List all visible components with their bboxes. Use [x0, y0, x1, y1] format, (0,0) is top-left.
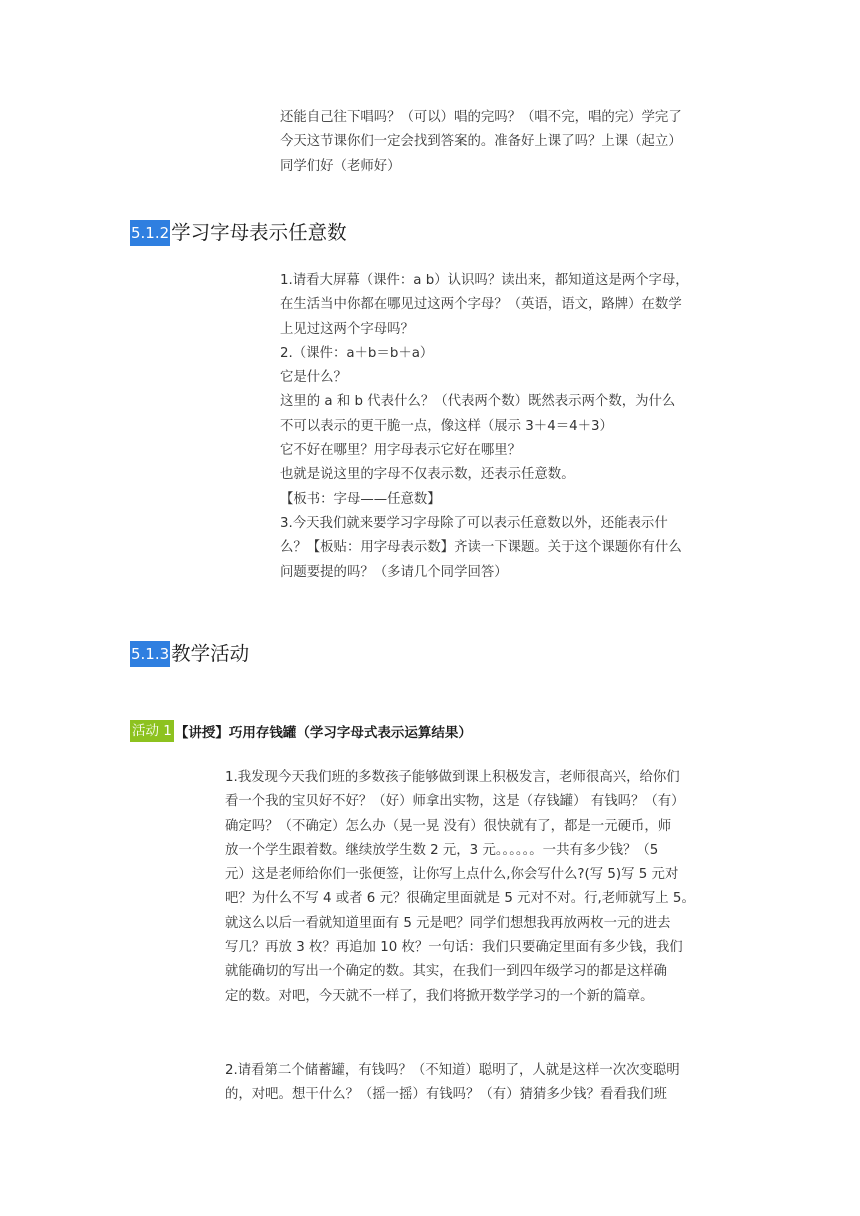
text-line: 问题要提的吗？（多请几个同学回答） [280, 564, 508, 580]
activity-1-paragraph-2 [225, 1059, 745, 1108]
section-heading-5-1-2 [130, 220, 347, 246]
intro-paragraph [280, 106, 740, 179]
text-line: 定的数。对吧，今天就不一样了，我们将掀开数学学习的一个新的篇章。 [225, 988, 654, 1004]
activity-1-paragraph-1 [225, 766, 745, 1009]
section-heading-5-1-3 [130, 641, 249, 667]
text-line: 也就是说这里的字母不仅表示数，还表示任意数。 [280, 467, 575, 483]
text-line: 么？【板贴：用字母表示数】齐读一下课题。关于这个课题你有什么 [280, 540, 682, 556]
text-line: 在生活当中你都在哪见过这两个字母？（英语，语文，路牌）在数学 [280, 297, 682, 313]
text-line: 2.请看第二个储蓄罐，有钱吗？（不知道）聪明了，人就是这样一次次变聪明 [225, 1063, 680, 1078]
text-line: 放一个学生跟着数。继续放学生数 2 元，3 元。。。。。。一共有多少钱？（5 [225, 842, 659, 858]
text-line: 就这么以后一看就知道里面有 5 元是吧？同学们想想我再放两枚一元的进去 [225, 915, 671, 931]
text-line: 看一个我的宝贝好不好？（好）师拿出实物，这是（存钱罐） 有钱吗？（有） [225, 794, 685, 810]
text-line: 3.今天我们就来要学习字母除了可以表示任意数以外，还能表示什 [280, 515, 668, 531]
text-line: 1.请看大屏幕（课件：a b）认识吗？读出来，都知道这是两个字母， [280, 273, 689, 288]
activity-badge: 活动 1 [130, 720, 174, 742]
text-line: 1.我发现今天我们班的多数孩子能够做到课上积极发言，老师很高兴，给你们 [225, 770, 680, 785]
text-line: 元）这是老师给你们一张便签，让你写上点什么,你会写什么?(写 5)写 5 元对 [225, 867, 679, 883]
activity-title: 【讲授】巧用存钱罐（学习字母式表示运算结果） [174, 725, 472, 741]
section-number-badge: 5.1.3 [130, 641, 170, 667]
text-line: 就能确切的写出一个确定的数。其实，在我们一到四年级学习的都是这样确 [225, 964, 667, 980]
text-line: 吧？为什么不写 4 或者 6 元？很确定里面就是 5 元对不对。行,老师就写上 5。 [225, 891, 695, 907]
section-number-badge: 5.1.2 [130, 220, 170, 246]
section-title: 学习字母表示任意数 [171, 221, 347, 244]
activity-1-heading [130, 720, 472, 742]
text-line: 写几？再放 3 枚？再追加 10 枚？一句话：我们只要确定里面有多少钱，我们 [225, 940, 683, 956]
text-line: 它不好在哪里？用字母表示它好在哪里？ [280, 443, 522, 459]
text-line: 同学们好（老师好） [280, 158, 401, 174]
text-line: 2.（课件：a＋b＝b＋a） [280, 345, 434, 361]
text-line: 【板书：字母——任意数】 [280, 491, 441, 507]
text-line: 今天这节课你们一定会找到答案的。准备好上课了吗？上课（起立） [280, 134, 682, 150]
text-line: 这里的 a 和 b 代表什么？（代表两个数）既然表示两个数，为什么 [280, 394, 676, 410]
text-line: 还能自己往下唱吗？（可以）唱的完吗？（唱不完，唱的完）学完了 [280, 110, 682, 125]
text-line: 确定吗？（不确定）怎么办（晃一晃 没有）很快就有了，都是一元硬币，师 [225, 818, 672, 834]
section-5-1-2-body [280, 269, 740, 585]
text-line: 它是什么？ [280, 370, 347, 386]
text-line: 上见过这两个字母吗？ [280, 321, 414, 337]
text-line: 不可以表示的更干脆一点，像这样（展示 3＋4＝4＋3） [280, 418, 613, 434]
section-title: 教学活动 [171, 642, 250, 665]
text-line: 的，对吧。想干什么？（摇一摇）有钱吗？（有）猜猜多少钱？看看我们班 [225, 1087, 667, 1103]
